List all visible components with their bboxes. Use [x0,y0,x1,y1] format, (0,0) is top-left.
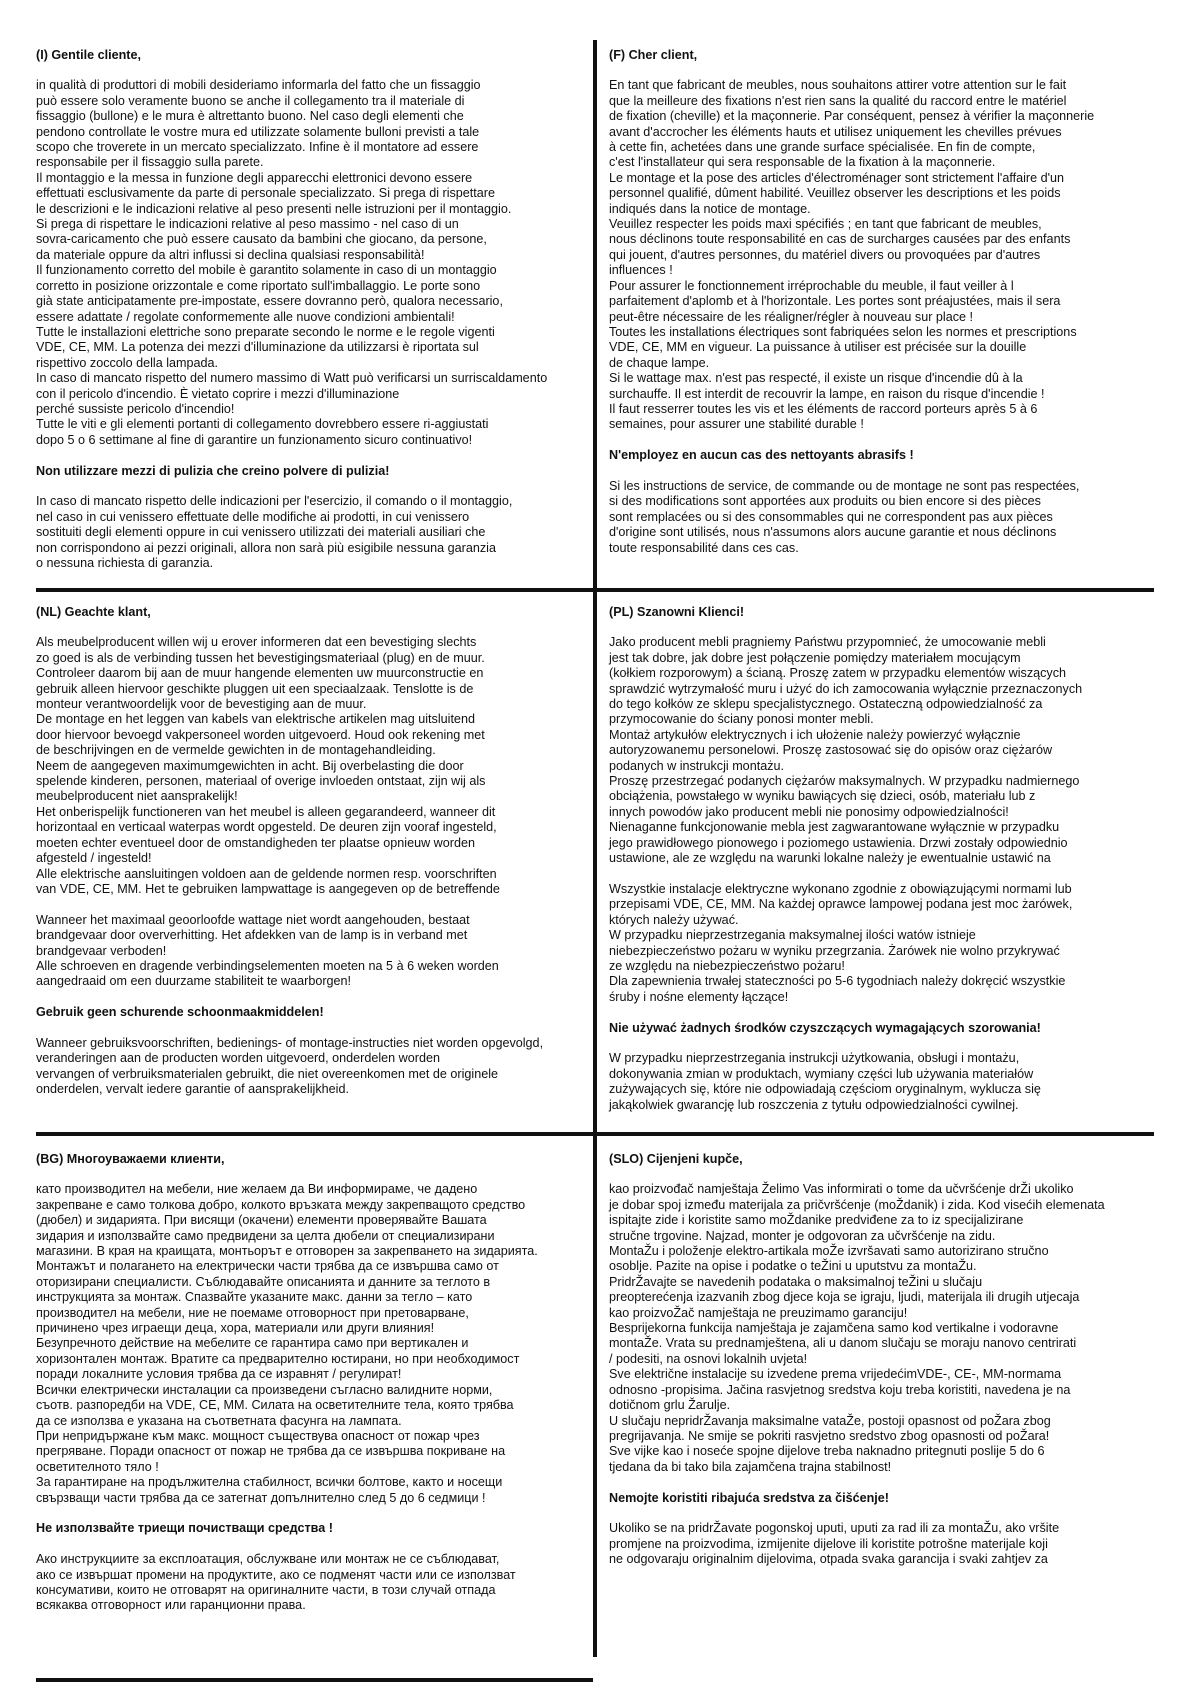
paragraph-gap [36,448,596,463]
text-line: Alle schroeven en dragende verbindingselementen moeten na 5 à 6 weken worden [36,958,499,973]
text-line: śruby i nośne elementy łączące! [609,989,789,1004]
text-line: zo goed is als de verbinding tussen het bevestigingsmateriaal (plug) en de muur. [36,650,485,665]
text-line: прегряване. Поради опасност от пожар не трябва да се извършва покриване на [36,1444,506,1459]
text-line: Het onberispelijk functioneren van het meubel is alleen gegarandeerd, wanneer dit [36,804,496,819]
section-italian [36,48,596,571]
text-line: veranderingen aan de producten worden uitgevoerd, onderdelen worden [36,1051,440,1066]
text-line: nel caso in cui venissero effettuate delle modifiche ai prodotti, in cui venissero [36,509,470,524]
text-line: qui jouent, d'autres personnes, du matériel divers ou provoquées par d'autres [609,247,1041,262]
text-line: Монтажът и полагането на електрически части трябва да се извършва само от [36,1259,499,1274]
text-line: può essere solo veramente buono se anche il collegamento tra il materiale di [36,93,465,108]
text-line: perché sussiste pericolo d'incendio! [36,401,235,416]
text-line: sostituiti degli elementi oppure in cui venissero utilizzati dei materiali ausiliari che [36,525,486,540]
text-line: pregrijavanja. Ne smije se pokriti rasvjetno sredstvo zbog opasnosti od poŽara! [609,1428,1050,1443]
text-line: Nienaganne funkcjonowanie mebla jest zagwarantowane wyłącznie w przypadku [609,820,1060,835]
section-french [609,48,1169,556]
text-line: con il pericolo d'incendio. È vietato coprire i mezzi d'illuminazione [36,386,400,401]
text-line: parfaitement d'aplomb et à l'horizontale. Les portes sont préajustées, mais il sera [609,294,1061,309]
text-line: van VDE, CE, MM. Het te gebruiken lampwattage is aangegeven op de betreffende [36,881,500,896]
paragraph-gap [609,1506,1169,1521]
text-line: sprawdzić wytrzymałość muru i użyć do ich zamocowania wyłącznie przeznaczonych [609,681,1083,696]
warning-heading: Nemojte koristiti ribajuća sredstva za čišćenje! [609,1490,889,1505]
text-line: jakąkolwiek gwarancję lub roszczenia z tytułu odpowiedzialności cywilnej. [609,1097,1019,1112]
body-paragraph [609,479,1169,556]
text-line: sovra-caricamento che può essere causato da bambini che giocano, da persone, [36,232,487,247]
text-line: jego prawidłowego pionowego i poziomego ustawienia. Drzwi zostały odpowiednio [609,835,1068,850]
text-line: horizontaal en verticaal waterpas wordt opgesteld. De deuren zijn vooraf ingesteld, [36,820,497,835]
row-divider-2 [36,1132,1154,1136]
text-line: afgesteld / ingesteld! [36,851,152,866]
body-paragraph [36,1036,596,1098]
text-line: зидария и използвайте само предвидени за целта дюбели от специализирани [36,1228,495,1243]
body-paragraph [609,635,1169,866]
text-line: dopo 5 o 6 settimane al fine di garantire un funzionamento sicuro continuativo! [36,432,473,447]
text-line: stručne trgovine. Najzad, monter je odgovoran za učvršćenje na zidu. [609,1228,996,1243]
warning-heading: Gebruik geen schurende schoonmaakmiddelen! [36,1005,324,1020]
text-line: да се използва е указана на съответната фасунга на лампата. [36,1413,402,1428]
text-line: Montaż artykułów elektrycznych i ich ułożenie należy powierzyć wyłącznie [609,727,1021,742]
text-line: dokonywania zmian w produktach, wymiany części lub używania materiałów [609,1066,1034,1081]
text-line: поради локалните условия трябва да се изравнят / регулират! [36,1367,402,1382]
body-paragraph [609,78,1169,432]
text-line: Pour assurer le fonctionnement irréprochable du meuble, il faut veiller à l [609,278,1014,293]
text-line: in qualità di produttori di mobili desideriamo informarla del fatto che un fissaggio [36,78,481,93]
text-line: свързващи части трябва да се затегнат допълнително след 5 до 6 седмици ! [36,1490,486,1505]
text-line: toute responsabilité dans ces cas. [609,540,799,555]
text-line: Neem de aangegeven maximumgewichten in acht. Bij overbelasting die door [36,758,464,773]
text-line: de chaque lampe. [609,355,710,370]
text-line: оторизирани специалисти. Съблюдавайте описанията и данните за теглото в [36,1274,491,1289]
text-line: corretto in posizione orizzontale e come riportato sull'imballaggio. Le porte sono [36,278,481,293]
text-line: pendono controllate le vostre mura ed utilizzate solamente bulloni previsti a tale [36,124,480,139]
text-line: Безупречното действие на мебелите се гарантира само при вертикален и [36,1336,469,1351]
text-line: vervangen of verbruiksmaterialen gebruikt, die niet overeenkomen met de originele [36,1066,499,1081]
text-line: o nessuna richiesta di garanzia. [36,555,214,570]
text-line: de fixation (cheville) et la maçonnerie. Par conséquent, pensez à vérifier la maçonnerie [609,109,1095,124]
text-line: Il funzionamento corretto del mobile è garantito solamente in caso di un montaggio [36,263,497,278]
text-line: (дюбел) и зидарията. При висящи (окачени) елементи проверявайте Вашата [36,1213,487,1228]
text-line: indiqués dans la notice de montage. [609,201,811,216]
section-slovenian [609,1152,1169,1568]
text-line: Veuillez respecter les poids maxi spécifiés ; en tant que fabricant de meubles, [609,217,1042,232]
text-line: ispitajte zide i koristite samo moŽdanike predviđene za to iz specijalizirane [609,1213,1024,1228]
paragraph-gap [609,433,1169,448]
paragraph-gap [36,1537,596,1552]
text-line: магазини. В края на краищата, монтьорът е отговорен за закрепването на зидарията. [36,1244,538,1259]
text-line: moeten echter eventueel door de omstandigheden ter plaatse opnieuw worden [36,835,475,850]
text-line: Proszę przestrzegać podanych ciężarów maksymalnych. W przypadku nadmiernego [609,774,1080,789]
text-line: (kołkiem rozporowym) a ścianą. Proszę zatem w przypadku elementów wiszących [609,666,1067,681]
text-line: осветителното тяло ! [36,1459,159,1474]
text-line: scopo che troverete in un mercato specializzato. Infine è il montatore ad essere [36,140,479,155]
text-line: influences ! [609,263,673,278]
text-line: spelende kinderen, personen, materiaal of overige invloeden ontstaat, zijn wij als [36,774,486,789]
text-line: tjedana da bi tako bila zajamčena trajna stabilnost! [609,1459,892,1474]
text-line: PridrŽavajte se navedenih podataka o maksimalnoj teŽini u slučaju [609,1274,983,1289]
section-title: (F) Cher client, [609,48,698,62]
text-line: przepisami VDE, CE, MM. Na każdej oprawce lampowej podana jest moc żarówek, [609,897,1073,912]
text-line: При непридържане към макс. мощност съществува опасност от пожар чрез [36,1428,480,1443]
text-line: Sve vijke kao i noseće spojne dijelove treba naknadno pritegnuti poslije 5 do 6 [609,1444,1045,1459]
text-line: avant d'accrocher les éléments hauts et utilisez uniquement les chevilles prévues [609,124,1062,139]
text-line: Si prega di rispettare le indicazioni relative al peso massimo - nel caso di un [36,217,459,232]
body-paragraph [609,1182,1169,1475]
paragraph-gap [36,479,596,494]
text-line: essere adattate / regolate conformemente alle nuove condizioni ambientali! [36,309,455,324]
text-line: Als meubelproducent willen wij u erover informeren dat een bevestiging slechts [36,635,477,650]
text-line: Si les instructions de service, de commande ou de montage ne sont pas respectées, [609,478,1080,493]
text-line: le descrizioni e le indicazioni relative al peso presenti nelle istruzioni per il montaggio. [36,201,512,216]
body-paragraph [609,1521,1169,1567]
text-line: que la meilleure des fixations n'est rien sans la qualité du raccord entre le matériel [609,93,1067,108]
paragraph-gap [36,897,596,912]
text-line: si des modifications sont apportées aux produits ou bien encore si des pièces [609,494,1041,509]
text-line: Toutes les installations électriques sont fabriquées selon les normes et prescriptions [609,324,1077,339]
paragraph-gap [36,1021,596,1036]
text-line: effettuati esclusivamente da parte di personale specializzato. Si prega di rispettare [36,186,496,201]
text-line: Controleer daarom bij aan de muur hangende elementen uw muurconstructie en [36,666,484,681]
text-line: Ukoliko se na pridrŽavate pogonskoj uputi, uputi za rad ili za montaŽu, ako vršite [609,1521,1060,1536]
text-line: à cette fin, achetées dans une grande surface spécialisée. En fin de compte, [609,140,1036,155]
text-line: / podesiti, na osnovi lokalnih uvjeta! [609,1351,808,1366]
text-line: Wanneer het maximaal geoorloofde wattage niet wordt aangehouden, bestaat [36,912,470,927]
text-line: zużywających się, które nie odpowiadają częściom oryginalnym, wyklucza się [609,1082,1041,1097]
section-title: (SLO) Cijenjeni kupče, [609,1152,743,1166]
text-line: Jako producent mebli pragniemy Państwu przypomnieć, że umocowanie mebli [609,635,1046,650]
text-line: do tego kołków ze sklepu specjalistycznego. Ostateczną odpowiedzialność za [609,697,1043,712]
text-line: In caso di mancato rispetto del numero massimo di Watt può verificarsi un surriscaldamento [36,371,548,386]
text-line: всякаква отговорност или гаранционни права. [36,1598,306,1613]
body-paragraph [609,1051,1169,1113]
row-divider-1 [36,588,1154,592]
text-line: Alle elektrische aansluitingen voldoen aan de geldende normen resp. voorschriften [36,866,497,881]
warning-heading: Не използвайте триещи почистващи средства ! [36,1521,333,1536]
text-line: podanych w instrukcji montażu. [609,758,784,773]
text-line: gebruik alleen hiervoor geschikte pluggen uit een speciaalzaak. Tenslotte is de [36,681,474,696]
text-line: d'origine sont utilisés, nous n'assumons alors aucune garantie et nous déclinons [609,525,1057,540]
text-line: причинено чрез играещи деца, хора, материали или други влияния! [36,1321,435,1336]
warning-heading: Non utilizzare mezzi di pulizia che creino polvere di pulizia! [36,463,390,478]
text-line: инструкцията за монтаж. Спазвайте указаните макс. данни за тегло – като [36,1290,473,1305]
text-line: semaines, pour assurer une stabilité durable ! [609,417,864,432]
text-line: monteur verantwoordelijk voor de bevestiging aan de muur. [36,697,367,712]
text-line: En tant que fabricant de meubles, nous souhaitons attirer votre attention sur le fait [609,78,1067,93]
section-title: (NL) Geachte klant, [36,605,151,619]
body-paragraph [36,78,596,448]
text-line: je dobar spoj između materijala za pričvršćenje (moŽdanik) i zida. Kod visećih elemenata [609,1197,1105,1212]
body-paragraph [36,1552,596,1614]
text-line: Tutte le viti e gli elementi portanti di collegamento dovrebbero essere ri-aggiustati [36,417,489,432]
text-line: rispettivo zoccolo della lampada. [36,355,219,370]
section-title: (BG) Многоуважаеми клиенти, [36,1152,225,1166]
text-line: preopterećenja izazvanih zbog djece koja se igraju, ljudi, materijala ili drugih utjecaja [609,1290,1080,1305]
text-line: MontaŽu i položenje elektro-artikala moŽe izvršavati samo autorizirano stručno [609,1244,1049,1259]
text-line: aangedraaid om een duurzame stabiliteit te waarborgen! [36,974,352,989]
text-line: c'est l'installateur qui sera responsable de la fixation à la maçonnerie. [609,155,996,170]
text-line: Wszystkie instalacje elektryczne wykonano zgodnie z obowiązującymi normami lub [609,881,1072,896]
text-line: personnel qualifié, dûment habilité. Veuillez observer les descriptions et les poids [609,186,1061,201]
text-line: Tutte le installazioni elettriche sono preparate secondo le norme e le regole vigenti [36,324,495,339]
text-line: osoblje. Pazite na opise i podatke o teŽini u uputstvu za montaŽu. [609,1259,977,1274]
text-line: responsabile per il fissaggio sulla parete. [36,155,264,170]
section-bulgarian [36,1152,596,1614]
warning-heading: Nie używać żadnych środków czyszczących wymagających szorowania! [609,1020,1041,1035]
text-line: promjene na proizvodima, izmijenite dijelove ili koristite potrošne materijale koji [609,1536,1048,1551]
text-line: odnosno -propisima. Jačina rasvjetnog sredstva koju treba koristiti, navedena je na [609,1382,1071,1397]
text-line: brandgevaar verboden! [36,943,167,958]
text-line: niebezpieczeństwo pożaru w wyniku przegrzania. Żarówek nie wolno przykrywać [609,943,1060,958]
text-line: montaŽe. Vrata su prednamještena, ali u danom slučaju se moraju nanovo centrirati [609,1336,1077,1351]
text-line: ustawione, ale ze względu na warunki lokalne należy je ewentualnie ustawić na [609,851,1051,866]
text-line: консумативи, които не отговарят на оригиналните части, в този случай отпада [36,1582,496,1597]
text-line: ne odgovaraju originalnim dijelovima, otpada svaka garancija i svaki zahtjev za [609,1552,1048,1567]
paragraph-gap [609,464,1169,479]
text-line: VDE, CE, MM en vigueur. La puissance à utiliser est précisée sur la douille [609,340,1027,355]
text-line: Ако инструкциите за експлоатация, обслужване или монтаж не се съблюдават, [36,1552,500,1567]
paragraph-gap [609,867,1169,882]
body-paragraph [36,913,596,990]
text-line: innych powodów jako producent mebli nie ponosimy odpowiedzialności! [609,804,1009,819]
text-line: За гарантиране на продължителна стабилност, всички болтове, както и носещи [36,1475,503,1490]
body-paragraph [36,494,596,571]
text-line: Всички електрически инсталации са произведени съгласно валидните норми, [36,1382,493,1397]
text-line: производител на мебели, ние не поемаме отговорност при претоварване, [36,1305,469,1320]
body-paragraph [36,635,596,897]
text-line: obciążenia, powstałego w wyniku bawiących się dzieci, osób, materiału lub z [609,789,1036,804]
text-line: Il faut resserrer toutes les vis et les éléments de raccord porteurs après 5 à 6 [609,401,1038,416]
text-line: като производител на мебели, ние желаем да Ви информираме, че дадено [36,1182,478,1197]
text-line: meubelproducent niet aansprakelijk! [36,789,238,804]
text-line: già state anticipatamente pre-impostate, essere dovranno però, qualora necessario, [36,294,503,309]
text-line: peut-être nécessaire de les réaligner/régler à nouveau sur place ! [609,309,974,324]
text-line: ако се извършат промени на продуктите, ако се подменят части или се използват [36,1567,516,1582]
text-line: U slučaju nepridrŽavanja maksimalne vataŽe, postoji opasnost od poŽara zbog [609,1413,1051,1428]
text-line: закрепване е само толкова добро, колкото връзката между закрепващото средство [36,1197,526,1212]
text-line: In caso di mancato rispetto delle indicazioni per l'esercizio, il comando o il montaggio, [36,494,513,509]
text-line: Si le wattage max. n'est pas respecté, il existe un risque d'incendie dû à la [609,371,1023,386]
text-line: dotičnom grlu Žarulje. [609,1398,731,1413]
text-line: kao proizvoŽač namještaja ne preuzimamo garanciju! [609,1305,908,1320]
text-line: Dla zapewnienia trwałej stateczności po 5-6 tygodniach należy dokręcić wszystkie [609,974,1066,989]
warning-heading: N'employez en aucun cas des nettoyants abrasifs ! [609,448,914,463]
text-line: non corrispondono ai pezzi originali, allora non sarà più esigibile nessuna garanzia [36,540,496,555]
text-line: których należy używać. [609,912,739,927]
text-line: sont remplacées ou si des consommables qui ne correspondent pas aux pièces [609,509,1053,524]
text-line: de beschrijvingen en de vermelde gewichten in de montagehandleiding. [36,743,436,758]
text-line: Sve električne instalacije su izvedene prema vrijedećimVDE-, CE-, MM-normama [609,1367,1062,1382]
text-line: przymocowanie do ściany ponosi monter mebli. [609,712,874,727]
paragraph-gap [609,1036,1169,1051]
text-line: da materiale oppure da altri influssi si declina qualsiasi responsabilità! [36,247,425,262]
text-line: хоризонтален монтаж. Вратите са предварително юстирани, но при необходимост [36,1351,520,1366]
row-divider-bottom-left [36,1678,593,1682]
section-title: (I) Gentile cliente, [36,48,141,62]
paragraph-gap [36,1506,596,1521]
text-line: Le montage et la pose des articles d'électroménager sont strictement l'affaire d'un [609,170,1065,185]
text-line: jest tak dobre, jak dobre jest połączenie pomiędzy materiałem mocującym [609,650,1021,665]
text-line: door hiervoor bevoegd vakpersoneel worden uitgevoerd. Houd ook rekening met [36,727,485,742]
section-dutch [36,605,596,1098]
paragraph-gap [609,1475,1169,1490]
text-line: De montage en het leggen van kabels van elektrische artikelen mag uitsluitend [36,712,475,727]
section-title: (PL) Szanowni Klienci! [609,605,745,619]
text-line: brandgevaar door oververhitting. Het afdekken van de lamp is in verband met [36,928,468,943]
text-line: W przypadku nieprzestrzegania instrukcji użytkowania, obsługi i montażu, [609,1051,1020,1066]
text-line: W przypadku nieprzestrzegania maksymalnej ilości watów istnieje [609,928,976,943]
text-line: съотв. разпоредби на VDE, CE, MM. Силата на осветителните тела, която трябва [36,1398,514,1413]
section-polish [609,605,1169,1113]
body-paragraph [36,1182,596,1506]
text-line: autoryzowanemu personelowi. Proszę zastosować się do opisów oraz ciężarów [609,743,1053,758]
body-paragraph [609,882,1169,1005]
text-line: VDE, CE, MM. La potenza dei mezzi d'illuminazione da utilizzarsi è riportata sul [36,340,479,355]
text-line: ze względu na niebezpieczeństwo pożaru! [609,958,845,973]
text-line: fissaggio (bullone) e le mura è altrettanto buono. Nel caso degli elementi che [36,109,464,124]
text-line: kao proizvođač namještaja Želimo Vas informirati o tome da učvršćenje drŽi ukoliko [609,1182,1074,1197]
paragraph-gap [36,990,596,1005]
text-line: onderdelen, vervalt iedere garantie of aansprakelijkheid. [36,1082,349,1097]
text-line: surchauffe. Il est interdit de recouvrir la lampe, en raison du risque d'incendie ! [609,386,1045,401]
text-line: Il montaggio e la messa in funzione degli apparecchi elettronici devono essere [36,170,473,185]
text-line: Wanneer gebruiksvoorschriften, bedienings- of montage-instructies niet worden opgevolgd, [36,1035,544,1050]
paragraph-gap [609,1005,1169,1020]
text-line: Besprijekorna funkcija namještaja je zajamčena samo kod vertikalne i vodoravne [609,1321,1059,1336]
text-line: nous déclinons toute responsabilité en cas de surcharges causées par des enfants [609,232,1071,247]
